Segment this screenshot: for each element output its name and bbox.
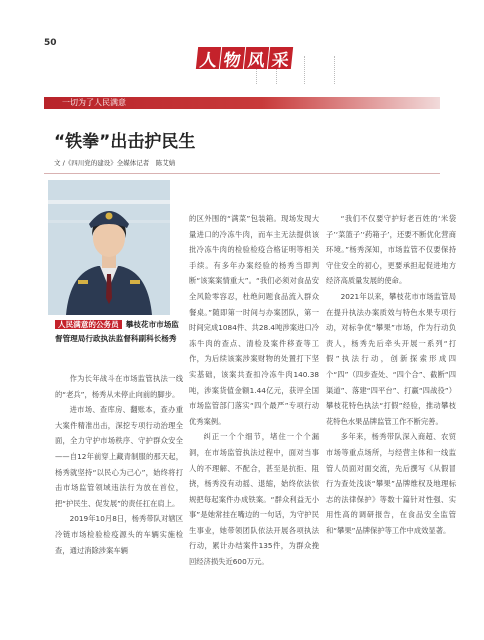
body-column-3	[326, 211, 456, 635]
photo-caption	[55, 318, 183, 346]
body-column-2	[189, 211, 319, 635]
paragraph: 2019年10月8日，杨秀带队对辖区冷链市场检验检疫源头的车辆实施检查，通过消除涉案车辆	[55, 514, 183, 555]
article-title: “铁拳”出击护民生	[54, 132, 196, 152]
banner-char: 物	[220, 47, 245, 69]
paragraph: 多年来，杨秀带队深入商超、农贸市场等重点场所，与经营主体和一线监管人员面对面交流，先后撰写《从假冒行为查处浅谈“攀果”品牌维权及地理标志的法律保护》等数十篇针对性强、实用性高的调研报告，在食品安全监管和“攀果”品牌保护等工作中成效显著。	[326, 432, 456, 535]
portrait-photo	[48, 180, 170, 315]
banner-char: 风	[244, 47, 269, 69]
divider	[44, 173, 440, 174]
body-column-1	[55, 371, 183, 635]
paragraph: 进市场、查库房、翻账本，查办重大案件精准出击，深挖专项行动治理全面，全力守护市场秩序、守护群众安全——自12年前穿上藏青制服的那天起，杨秀就坚持“以民心为己心”，始终将打击市场监管领域违法行为放在首位，把“护民生、促发展”的责任扛在肩上。	[55, 405, 183, 508]
page-number: 50	[44, 38, 57, 48]
paragraph: 作为长年战斗在市场监管执法一线的“老兵”，杨秀从未停止向前的脚步。	[55, 374, 183, 399]
caption-text: 攀枝花市市场监督管理局行政执法监督科副科长杨秀	[55, 320, 179, 343]
category-bar	[44, 97, 440, 109]
banner-char: 人	[196, 47, 221, 69]
paragraph: 的区外围的“满菜”包装箱。现场发现大量进口的冷冻牛肉，而车主无法提供该批冷冻牛肉的检验检疫合格证明等相关手续。有多年办案经验的杨秀当即判断“该案案情重大”。“我们必须对食品安全风险零容忍，杜绝问题食品流入群众餐桌。”随即第一时间与办案团队，第一时间完成1084件、共28.4吨涉案进口冷冻牛肉的查点、清检及案件移查等工作，为后续该案涉案财物的处置打下坚实基础，该案共查扣冷冻牛肉140.38吨，涉案货值金额1.44亿元，获评全国市场监管部门落实“四个最严”专项行动优秀案例。	[189, 214, 319, 426]
banner-char: 采	[268, 47, 293, 69]
section-banner	[197, 47, 292, 69]
paragraph: “我们不仅要守护好老百姓的‘米袋子’‘菜篮子’‘药箱子’，还要不断优化营商环境。”杨秀深知，市场监管不仅要保持守住安全的初心，更要承担起促进地方经济高质量发展的使命。	[326, 214, 456, 286]
paragraph: 纠正一个个细节，堵住一个个漏洞，在市场监管执法过程中，面对当事人的不理解、不配合，甚至是抗拒、阻挠，杨秀没有动摇、退缩，始终依法依规把每起案件办成铁案。“群众利益无小事”是她常挂在嘴边的一句话，为守护民生事业，她带领团队依法开展各项执法行动，累计办结案件135件，为群众挽回经济损失近600万元。	[189, 432, 319, 567]
paragraph: 2021年以来，攀枝花市市场监管局在提升执法办案质效与特色水果专项行动，对标争优“攀果”市场，作为行动负责人，杨秀先后牵头开展一系列“打假”执法行动，创新探索形成四个“四”（四步查处、“四个合”、截断“四渠道”、落建“四平台”、打赢“四战役”）攀枝花特色执法“打假”经验，推动攀枝花特色水果品牌监管工作不断完善。	[326, 291, 456, 426]
caption-tag: 人民满意的公务员	[55, 320, 122, 329]
category-label: 一切为了人民满意	[62, 98, 126, 107]
article-byline: 文 /《四川党的建设》全媒体记者 陈艾婧	[54, 159, 176, 167]
